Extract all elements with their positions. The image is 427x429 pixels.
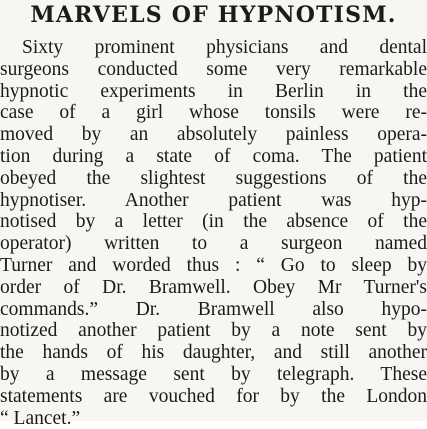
article-line: notized another patient by a note sent by [0, 320, 427, 342]
article-line: moved by an absolutely painless opera- [0, 124, 427, 146]
article-line: Sixty prominent physicians and dental [22, 37, 427, 58]
article-line: “ Lancet.” [0, 407, 81, 429]
article-line: obeyed the slightest suggestions of the [0, 167, 427, 189]
article-line: hypnotiser. Another patient was hyp- [0, 189, 427, 211]
article-line: operator) written to a surgeon named [0, 233, 427, 255]
article-line: case of a girl whose tonsils were re- [0, 102, 427, 124]
article-line: tion during a state of coma. The patient [0, 145, 427, 167]
article-line: Turner and worded thus : “ Go to sleep by [0, 254, 427, 276]
article-line: the hands of his daughter, and still another [0, 342, 427, 364]
article-line: commands.” Dr. Bramwell also hypo- [0, 298, 427, 320]
article-line: hypnotic experiments in Berlin in the [0, 80, 427, 102]
article-body [0, 37, 427, 429]
article-line: notised by a letter (in the absence of the [0, 211, 427, 233]
article-line: by a message sent by telegraph. These [0, 363, 427, 385]
article-headline: MARVELS OF HYPNOTISM. [30, 2, 397, 28]
article-line: surgeons conducted some very remarkable [0, 58, 427, 80]
article-line: order of Dr. Bramwell. Obey Mr Turner's [0, 276, 427, 298]
article-line: statements are vouched for by the London [0, 385, 427, 407]
